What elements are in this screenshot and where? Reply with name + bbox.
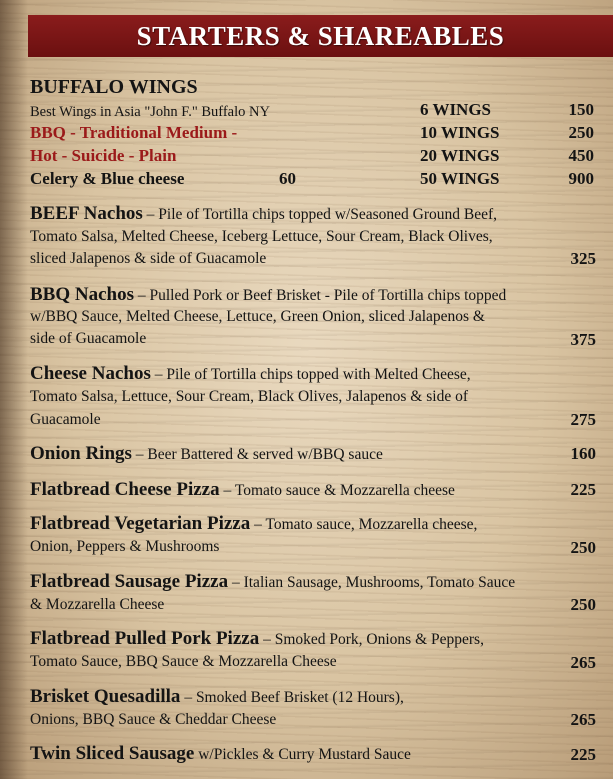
item-description: Onions, BBQ Sauce & Cheddar Cheese bbox=[30, 711, 277, 728]
item-name: Flatbread Pulled Pork Pizza bbox=[30, 628, 260, 649]
item-description: Tomato Salsa, Lettuce, Sour Cream, Black Olives, Jalapenos & side of bbox=[30, 388, 468, 405]
item-name: Brisket Quesadilla bbox=[30, 686, 181, 707]
item-description: – Italian Sausage, Mushrooms, Tomato Sauce bbox=[228, 574, 516, 591]
item-description: sliced Jalapenos & side of Guacamole bbox=[30, 250, 267, 267]
item-description: – Pile of Tortilla chips topped with Melted Cheese, bbox=[150, 366, 471, 383]
wings-size-price: 450 bbox=[568, 146, 594, 165]
item-price: 250 bbox=[570, 538, 596, 557]
wings-flavors-line2: Hot - Suicide - Plain bbox=[30, 146, 177, 165]
wings-name: BUFFALO WINGS bbox=[30, 76, 198, 98]
item-description: Tomato Sauce, BBQ Sauce & Mozzarella Cheese bbox=[30, 653, 337, 670]
item-name: BBQ Nachos bbox=[30, 284, 134, 305]
item-price: 250 bbox=[570, 595, 596, 614]
wings-tagline: Best Wings in Asia "John F." Buffalo NY bbox=[30, 104, 270, 120]
item-description: w/Pickles & Curry Mustard Sauce bbox=[194, 746, 411, 763]
item-name: Flatbread Vegetarian Pizza bbox=[30, 513, 251, 534]
item-name: BEEF Nachos bbox=[30, 203, 143, 224]
item-description: w/BBQ Sauce, Melted Cheese, Lettuce, Green Onion, sliced Jalapenos & bbox=[30, 308, 485, 325]
item-description: – Pulled Pork or Beef Brisket - Pile of Tortilla chips topped bbox=[134, 287, 507, 304]
item-description: side of Guacamole bbox=[30, 330, 147, 347]
item-description: Tomato Salsa, Melted Cheese, Iceberg Lettuce, Sour Cream, Black Olives, bbox=[30, 228, 493, 245]
wings-size-label: 20 WINGS bbox=[420, 146, 500, 165]
wings-size-price: 250 bbox=[568, 123, 594, 142]
item-description: – Tomato sauce, Mozzarella cheese, bbox=[250, 516, 478, 533]
wings-side-label: Celery & Blue cheese bbox=[30, 169, 185, 188]
wings-size-label: 6 WINGS bbox=[420, 100, 492, 119]
item-description: Guacamole bbox=[30, 411, 101, 428]
item-description: – Smoked Pork, Onions & Peppers, bbox=[259, 631, 484, 648]
wings-size-price: 150 bbox=[568, 100, 594, 119]
item-price: 265 bbox=[570, 653, 596, 672]
item-price: 160 bbox=[570, 444, 596, 463]
item-price: 225 bbox=[570, 745, 596, 764]
wings-flavors-line1: BBQ - Traditional Medium - bbox=[30, 123, 238, 142]
item-name: Flatbread Cheese Pizza bbox=[30, 479, 220, 500]
item-description: Onion, Peppers & Mushrooms bbox=[30, 538, 220, 555]
item-price: 375 bbox=[570, 330, 596, 349]
item-description: – Smoked Beef Brisket (12 Hours), bbox=[180, 689, 404, 706]
wings-size-price: 900 bbox=[568, 169, 594, 188]
wings-side-price: 60 bbox=[279, 169, 296, 188]
item-name: Twin Sliced Sausage bbox=[30, 743, 195, 764]
wings-size-label: 50 WINGS bbox=[420, 169, 500, 188]
item-description: – Tomato sauce & Mozzarella cheese bbox=[219, 482, 455, 499]
item-name: Cheese Nachos bbox=[30, 363, 151, 384]
item-description: – Pile of Tortilla chips topped w/Seasoned Ground Beef, bbox=[142, 206, 498, 223]
item-name: Flatbread Sausage Pizza bbox=[30, 571, 229, 592]
section-banner bbox=[28, 15, 613, 57]
item-name: Onion Rings bbox=[30, 443, 132, 464]
item-description: & Mozzarella Cheese bbox=[30, 596, 165, 613]
wings-size-label: 10 WINGS bbox=[420, 123, 500, 142]
item-price: 265 bbox=[570, 710, 596, 729]
item-price: 275 bbox=[570, 410, 596, 429]
item-price: 225 bbox=[570, 480, 596, 499]
section-title: STARTERS & SHAREABLES bbox=[136, 20, 505, 51]
item-price: 325 bbox=[570, 249, 596, 268]
item-description: – Beer Battered & served w/BBQ sauce bbox=[131, 446, 383, 463]
